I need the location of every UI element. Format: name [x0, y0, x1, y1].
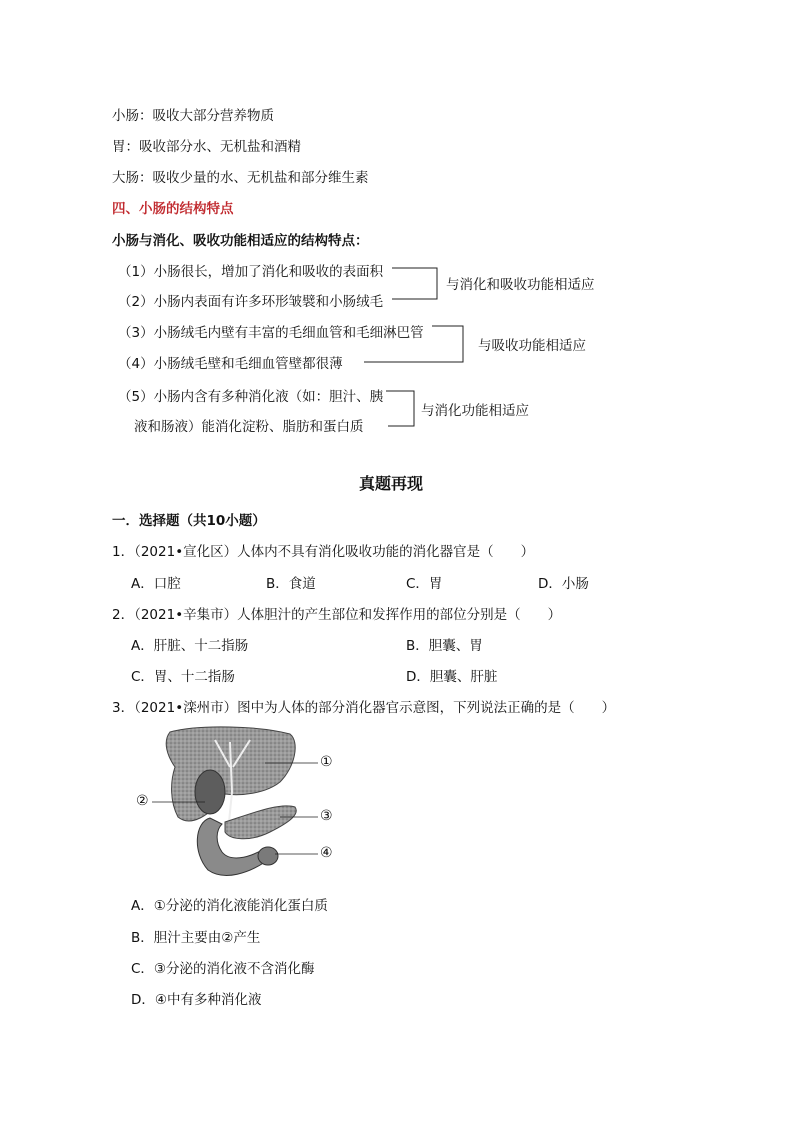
- figure-label-3: ③: [320, 808, 333, 824]
- question-2-stem: 2．（2021•辛集市）人体胆汁的产生部位和发挥作用的部位分别是（ ）: [112, 607, 562, 623]
- question-2-option-a: A．肝脏、十二指肠: [131, 638, 249, 654]
- pancreas-shape: [225, 806, 296, 839]
- question-2-option-b: B．胆囊、胃: [406, 638, 483, 654]
- question-1-option-b: B．食道: [266, 576, 316, 592]
- question-3-option-c: C．③分泌的消化液不含消化酶: [131, 961, 315, 977]
- structure-item-4: （4）小肠绒毛壁和毛细血管壁都很薄: [118, 356, 343, 372]
- question-3-option-b: B．胆汁主要由②产生: [131, 930, 261, 946]
- structure-item-5b: 液和肠液）能消化淀粉、脂肪和蛋白质: [134, 419, 364, 435]
- figure-label-2: ②: [136, 793, 149, 809]
- gallbladder-shape: [195, 770, 225, 814]
- group-label-digestion-absorption: 与消化和吸收功能相适应: [446, 277, 595, 293]
- group-label-absorption: 与吸收功能相适应: [478, 338, 586, 354]
- question-1-option-d: D．小肠: [538, 576, 589, 592]
- section-subheading: 小肠与消化、吸收功能相适应的结构特点：: [112, 233, 369, 249]
- bracket-3: [386, 391, 414, 426]
- figure-label-1: ①: [320, 754, 333, 770]
- bracket-1: [392, 268, 437, 299]
- choice-section-heading: 一．选择题（共10小题）: [112, 513, 266, 529]
- question-2-option-d: D．胆囊、肝脏: [406, 669, 498, 685]
- question-1-stem: 1．（2021•宣化区）人体内不具有消化吸收功能的消化器官是（ ）: [112, 544, 535, 560]
- question-1-option-a: A．口腔: [131, 576, 181, 592]
- figure-label-4: ④: [320, 845, 333, 861]
- absorption-small-intestine: 小肠：吸收大部分营养物质: [112, 108, 274, 124]
- structure-item-5a: （5）小肠内含有多种消化液（如：胆汁、胰: [118, 389, 384, 405]
- question-3-stem: 3．（2021•滦州市）图中为人体的部分消化器官示意图，下列说法正确的是（ ）: [112, 700, 616, 716]
- question-3-option-a: A．①分泌的消化液能消化蛋白质: [131, 898, 328, 914]
- question-3-option-d: D．④中有多种消化液: [131, 992, 262, 1008]
- digestive-organs-figure: [130, 722, 350, 882]
- absorption-stomach: 胃：吸收部分水、无机盐和酒精: [112, 139, 301, 155]
- structure-item-2: （2）小肠内表面有许多环形皱襞和小肠绒毛: [118, 294, 384, 310]
- structure-item-1: （1）小肠很长，增加了消化和吸收的表面积: [118, 264, 384, 280]
- question-1-option-c: C．胃: [406, 576, 443, 592]
- section-heading: 四、小肠的结构特点: [112, 201, 234, 217]
- page-title: 真题再现: [359, 474, 424, 493]
- absorption-large-intestine: 大肠：吸收少量的水、无机盐和部分维生素: [112, 170, 369, 186]
- group-label-digestion: 与消化功能相适应: [421, 403, 529, 419]
- question-2-option-c: C．胃、十二指肠: [131, 669, 235, 685]
- bracket-2: [364, 326, 463, 362]
- structure-item-3: （3）小肠绒毛内壁有丰富的毛细血管和毛细淋巴管: [118, 325, 424, 341]
